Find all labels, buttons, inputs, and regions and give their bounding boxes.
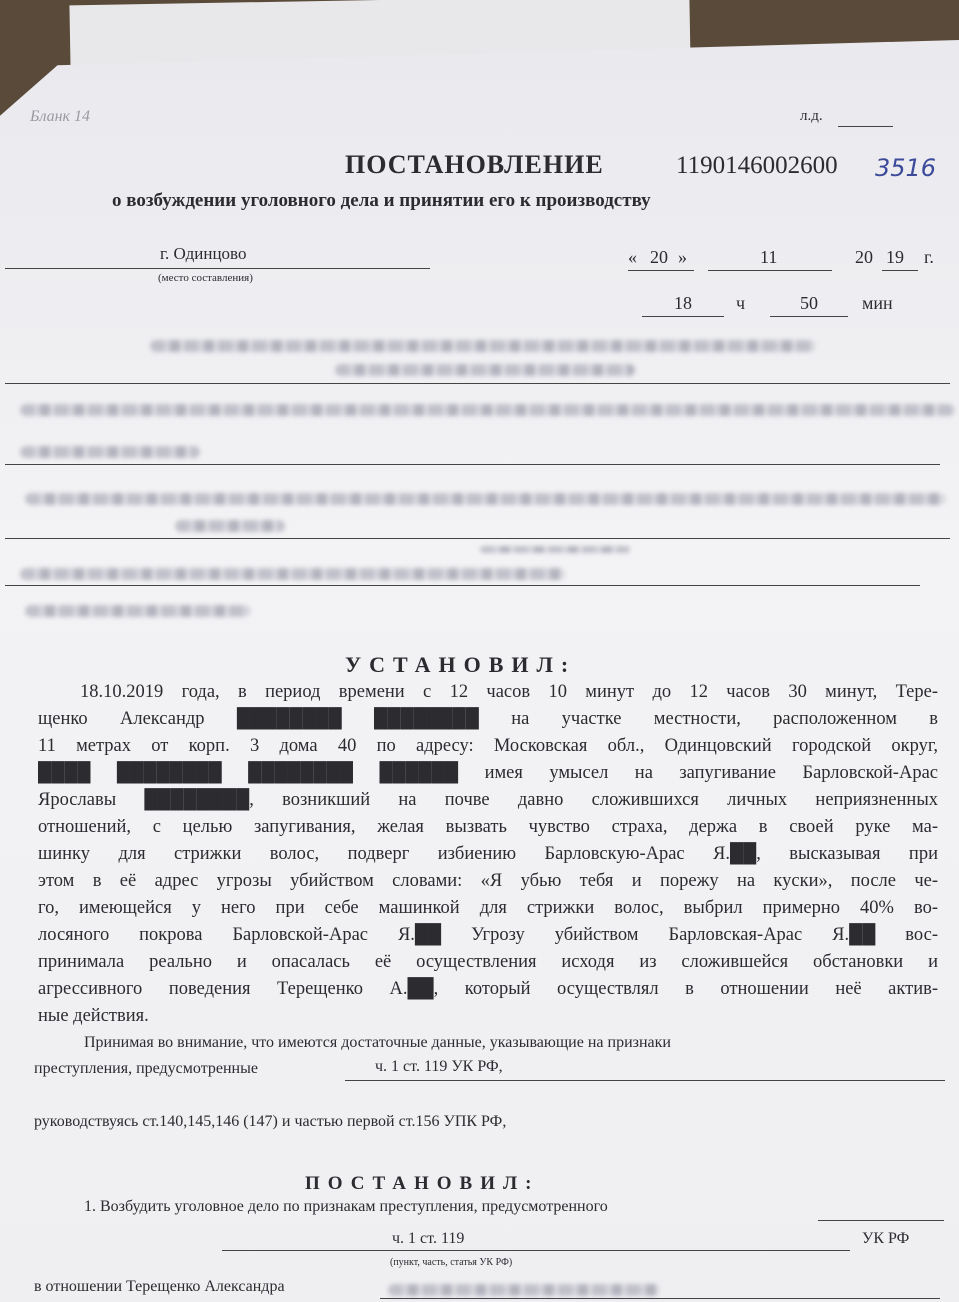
resolved-heading: ПОСТАНОВИЛ:: [305, 1173, 540, 1194]
article-field-line: [5, 464, 940, 465]
date-year-prefix: 20: [855, 247, 873, 267]
date-quote-close: »: [678, 247, 687, 267]
established-text-line: Ярославы ████████, возникший на почве давно сложившихся личных неприязненных: [38, 790, 938, 810]
crime-article-field-line: [345, 1080, 945, 1081]
time-hour-unit: ч: [736, 293, 746, 313]
date-month: 11: [760, 247, 778, 267]
year-field-line: [882, 270, 918, 271]
source-field-line: [5, 538, 950, 539]
redacted-article-line: [20, 446, 200, 458]
resolved-article-value: ч. 1 ст. 119: [392, 1230, 465, 1247]
established-text-line: го, имеющейся у него при себе машинкой для стрижки волос, выбрил примерно 40% во-: [38, 898, 938, 918]
redacted-source-line-1: [25, 493, 945, 505]
officer-field-line: [5, 383, 950, 384]
date-quote-open: «: [628, 247, 637, 267]
against-person-field-line: [380, 1298, 940, 1299]
time-minute-unit: мин: [862, 293, 893, 313]
redacted-officer-line-2: [335, 364, 635, 376]
redacted-reason-line: [20, 404, 955, 416]
redacted-person-name: [388, 1284, 660, 1296]
resolved-article-field-line: [222, 1250, 850, 1251]
established-text-line: этом в её адрес угрозы убийством словами: «Я убью тебя и порежу на куски», после че-: [38, 871, 938, 891]
established-text-line: 11 метрах от корп. 3 дома 40 по адресу: Московская обл., Одинцовский городской округ,: [38, 736, 938, 756]
case-number: 1190146002600: [676, 152, 838, 179]
established-text-line: агрессивного поведения Терещенко А.██, который осуществлял в отношении неё актив-: [38, 979, 938, 999]
resolved-item-1-field-line: [818, 1220, 944, 1221]
hour-field-line: [642, 316, 724, 317]
time-minute: 50: [800, 293, 818, 313]
established-text-line: щенко Александр ████████ ████████ на участке местности, расположенном в: [38, 709, 938, 729]
against-person-text: в отношении Терещенко Александра: [34, 1278, 285, 1295]
month-field-line: [708, 270, 832, 271]
redacted-source-line-2: [175, 520, 285, 532]
established-heading: УСТАНОВИЛ:: [345, 652, 577, 677]
form-number-label: Бланк 14: [30, 108, 91, 125]
place-caption: (место составления): [158, 272, 253, 284]
time-hour: 18: [674, 293, 692, 313]
document-subtitle: о возбуждении уголовного дела и принятии его к производству: [112, 190, 651, 211]
resolved-article-caption: (пункт, часть, статья УК РФ): [390, 1257, 513, 1268]
established-text-line: принимала реально и опасалась её осуществления исходя из сложившейся обстановки и: [38, 952, 938, 972]
established-text-line: ные действия.: [38, 1006, 149, 1026]
established-text-line: отношений, с целью запугивания, желая вызвать чувство страха, держа в своей руке ма-: [38, 817, 938, 837]
established-text-line: ████ ████████ ████████ ██████ имея умысел на запугивание Барловской-Арас: [38, 763, 938, 783]
redacted-officer-line-1: [150, 340, 815, 352]
resolved-item-1: 1. Возбудить уголовное дело по признакам преступления, предусмотренного: [84, 1198, 608, 1215]
case-page-label: л.д.: [800, 108, 823, 124]
place-value: г. Одинцово: [160, 244, 247, 263]
place-field-line: [5, 268, 430, 269]
date-day: 20: [650, 247, 668, 267]
document-title: ПОСТАНОВЛЕНИЕ: [345, 150, 604, 179]
accepting-text-line-2: преступления, предусмотренные: [34, 1060, 258, 1077]
criminal-code-label: УК РФ: [862, 1230, 910, 1247]
registration-field-line: [5, 585, 920, 586]
case-number-handwritten: 3516: [875, 154, 937, 182]
redacted-caption: [480, 546, 630, 553]
day-field-line: [628, 270, 694, 271]
guided-by-text: руководствуясь ст.140,145,146 (147) и частью первой ст.156 УПК РФ,: [34, 1113, 507, 1130]
established-text-line: шинку для стрижки волос, подверг избиению Барловскую-Арас Я.██, высказывая при: [38, 844, 938, 864]
established-text-line: лосяного покрова Барловской-Арас Я.██ Угрозу убийством Барловская-Арас Я.██ вос-: [38, 925, 938, 945]
case-page-field: [838, 126, 893, 127]
accepting-text-line-1: Принимая во внимание, что имеются достаточные данные, указывающие на признаки: [84, 1034, 671, 1051]
date-year-unit: г.: [924, 247, 934, 267]
established-text-line: 18.10.2019 года, в период времени с 12 часов 10 минут до 12 часов 30 минут, Тере-: [80, 682, 938, 702]
date-year-suffix: 19: [886, 247, 904, 267]
redacted-materials-line: [25, 605, 250, 617]
minute-field-line: [770, 316, 848, 317]
crime-article-value: ч. 1 ст. 119 УК РФ,: [375, 1058, 503, 1075]
redacted-registration-line: [20, 568, 565, 580]
